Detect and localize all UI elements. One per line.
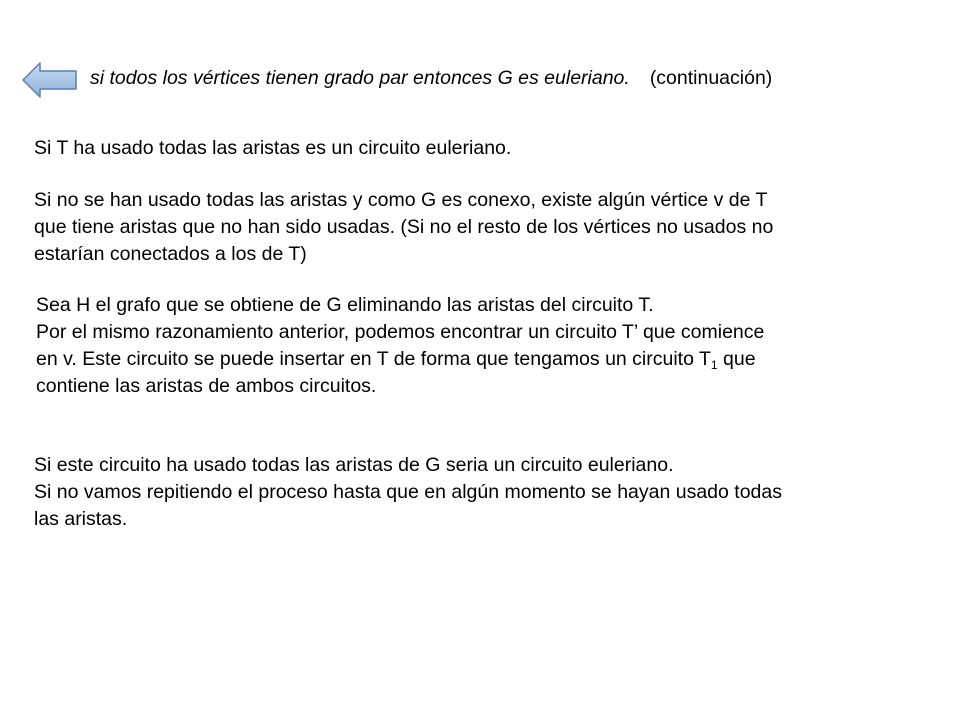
paragraph-2-line-2: que tiene aristas que no han sido usadas. (Si no el resto de los vértices no usados no <box>34 216 774 238</box>
left-arrow-icon <box>22 60 78 100</box>
paragraph-2-line-1: Si no se han usado todas las aristas y como G es conexo, existe algún vértice v de T <box>34 189 768 211</box>
paragraph-3-line-3-text: en v. Este circuito se puede insertar en T de forma que tengamos un circuito T <box>36 348 711 370</box>
paragraph-4-line-2: Si no vamos repitiendo el proceso hasta que en algún momento se hayan usado todas <box>34 481 782 503</box>
paragraph-3-line-3-tail: que <box>717 348 756 370</box>
paragraph-3-line-3 <box>36 346 764 373</box>
paragraph-4 <box>34 452 782 533</box>
subscript-one: 1 <box>710 358 718 372</box>
back-button[interactable] <box>22 60 78 100</box>
paragraph-1 <box>34 135 511 162</box>
paragraph-2-line-3: estarían conectados a los de T) <box>34 243 307 265</box>
paragraph-3-line-1: Sea H el grafo que se obtiene de G eliminando las aristas del circuito T. <box>36 294 654 316</box>
paragraph-3 <box>36 292 764 400</box>
paragraph-1-line-1: Si T ha usado todas las aristas es un circuito euleriano. <box>34 137 512 159</box>
paragraph-4-line-1: Si este circuito ha usado todas las aristas de G seria un circuito euleriano. <box>34 454 674 476</box>
paragraph-2 <box>34 187 773 268</box>
slide-title <box>90 66 772 90</box>
paragraph-4-line-3: las aristas. <box>34 508 128 530</box>
continuation-note: (continuación) <box>649 67 773 89</box>
theorem-statement: si todos los vértices tienen grado par entonces G es euleriano. <box>90 67 630 89</box>
paragraph-3-line-2: Por el mismo razonamiento anterior, podemos encontrar un circuito T’ que comience <box>36 321 765 343</box>
paragraph-3-line-4: contiene las aristas de ambos circuitos. <box>36 375 377 397</box>
